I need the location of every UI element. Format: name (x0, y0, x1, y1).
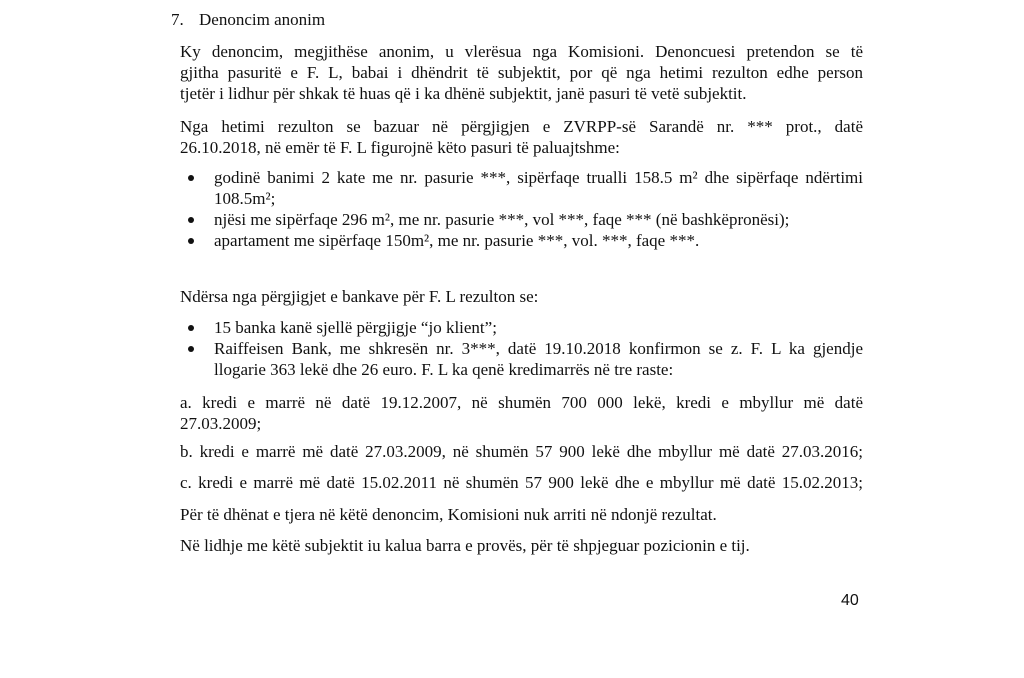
list-item (180, 209, 863, 230)
paragraph-line: Ky denoncim, megjithëse anonim, u vlerësua nga Komisioni. Denoncuesi pretendon se të (180, 42, 863, 61)
loan-b (180, 441, 863, 462)
property-list (180, 167, 863, 251)
paragraph-registry-findings (180, 116, 863, 158)
paragraph-line: 26.10.2018, në emër të F. L figurojnë këto pasuri të paluajtshme: (180, 138, 620, 157)
paragraph-line: 27.03.2009; (180, 414, 262, 433)
paragraph-line: Ndërsa nga përgjigjet e bankave për F. L rezulton se: (180, 287, 539, 306)
loan-a (180, 392, 863, 434)
list-item-text (214, 230, 863, 251)
paragraph-line: Në lidhje me këtë subjektit iu kalua barra e provës, për të shpjeguar pozicionin e tij. (180, 536, 750, 555)
list-item (180, 167, 863, 209)
paragraph-line: b. kredi e marrë më datë 27.03.2009, në shumën 57 900 lekë dhe mbyllur më datë 27.03.2016; (180, 442, 863, 461)
section-number: 7. (171, 10, 184, 29)
paragraph-line: c. kredi e marrë më datë 15.02.2011 në shumën 57 900 lekë dhe e mbyllur më datë 15.02.2013; (180, 473, 863, 492)
paragraph-line: Nga hetimi rezulton se bazuar në përgjigjen e ZVRPP-së Sarandë nr. *** prot., datë (180, 117, 863, 136)
list-item-line: 15 banka kanë sjellë përgjigje “jo klient”; (214, 318, 497, 337)
list-item-line: apartament me sipërfaqe 150m², me nr. pasurie ***, vol. ***, faqe ***. (214, 231, 700, 250)
paragraph-no-results (180, 504, 863, 525)
list-item-line: Raiffeisen Bank, me shkresën nr. 3***, datë 19.10.2018 konfirmon se z. F. L ka gjendje (214, 339, 863, 358)
list-item-text (214, 338, 863, 380)
list-item (180, 230, 863, 251)
list-item-text (214, 167, 863, 209)
paragraph-line: tjetër i lidhur për shkak të huas që i ka dhënë subjektit, janë pasuri të vetë subjektit. (180, 84, 747, 103)
bullet-icon (188, 325, 194, 331)
page-number: 40 (841, 592, 859, 609)
list-item-text (214, 317, 863, 338)
section-title: Denoncim anonim (199, 10, 326, 29)
bullet-icon (188, 238, 194, 244)
list-item (180, 338, 863, 380)
paragraph-burden-of-proof (180, 535, 863, 556)
loan-c (180, 472, 863, 493)
bullet-icon (188, 217, 194, 223)
section-heading (171, 9, 325, 31)
list-item (180, 317, 863, 338)
paragraph-allegation (180, 41, 863, 104)
list-item-line: njësi me sipërfaqe 296 m², me nr. pasurie ***, vol ***, faqe *** (në bashkëpronësi); (214, 210, 790, 229)
bank-list (180, 317, 863, 380)
bullet-icon (188, 175, 194, 181)
paragraph-line: a. kredi e marrë në datë 19.12.2007, në shumën 700 000 lekë, kredi e mbyllur më datë (180, 393, 863, 412)
list-item-line: godinë banimi 2 kate me nr. pasurie ***, sipërfaqe trualli 158.5 m² dhe sipërfaqe ndërtimi (214, 168, 863, 187)
list-item-text (214, 209, 863, 230)
list-item-line: 108.5m²; (214, 189, 276, 208)
list-item-line: llogarie 363 lekë dhe 26 euro. F. L ka qenë kredimarrës në tre raste: (214, 360, 674, 379)
paragraph-line: gjitha pasuritë e F. L, babai i dhëndrit të subjektit, por që nga hetimi rezulton edhe person (180, 63, 863, 82)
bullet-icon (188, 346, 194, 352)
paragraph-line: Për të dhënat e tjera në këtë denoncim, Komisioni nuk arriti në ndonjë rezultat. (180, 505, 717, 524)
paragraph-bank-responses (180, 286, 863, 307)
